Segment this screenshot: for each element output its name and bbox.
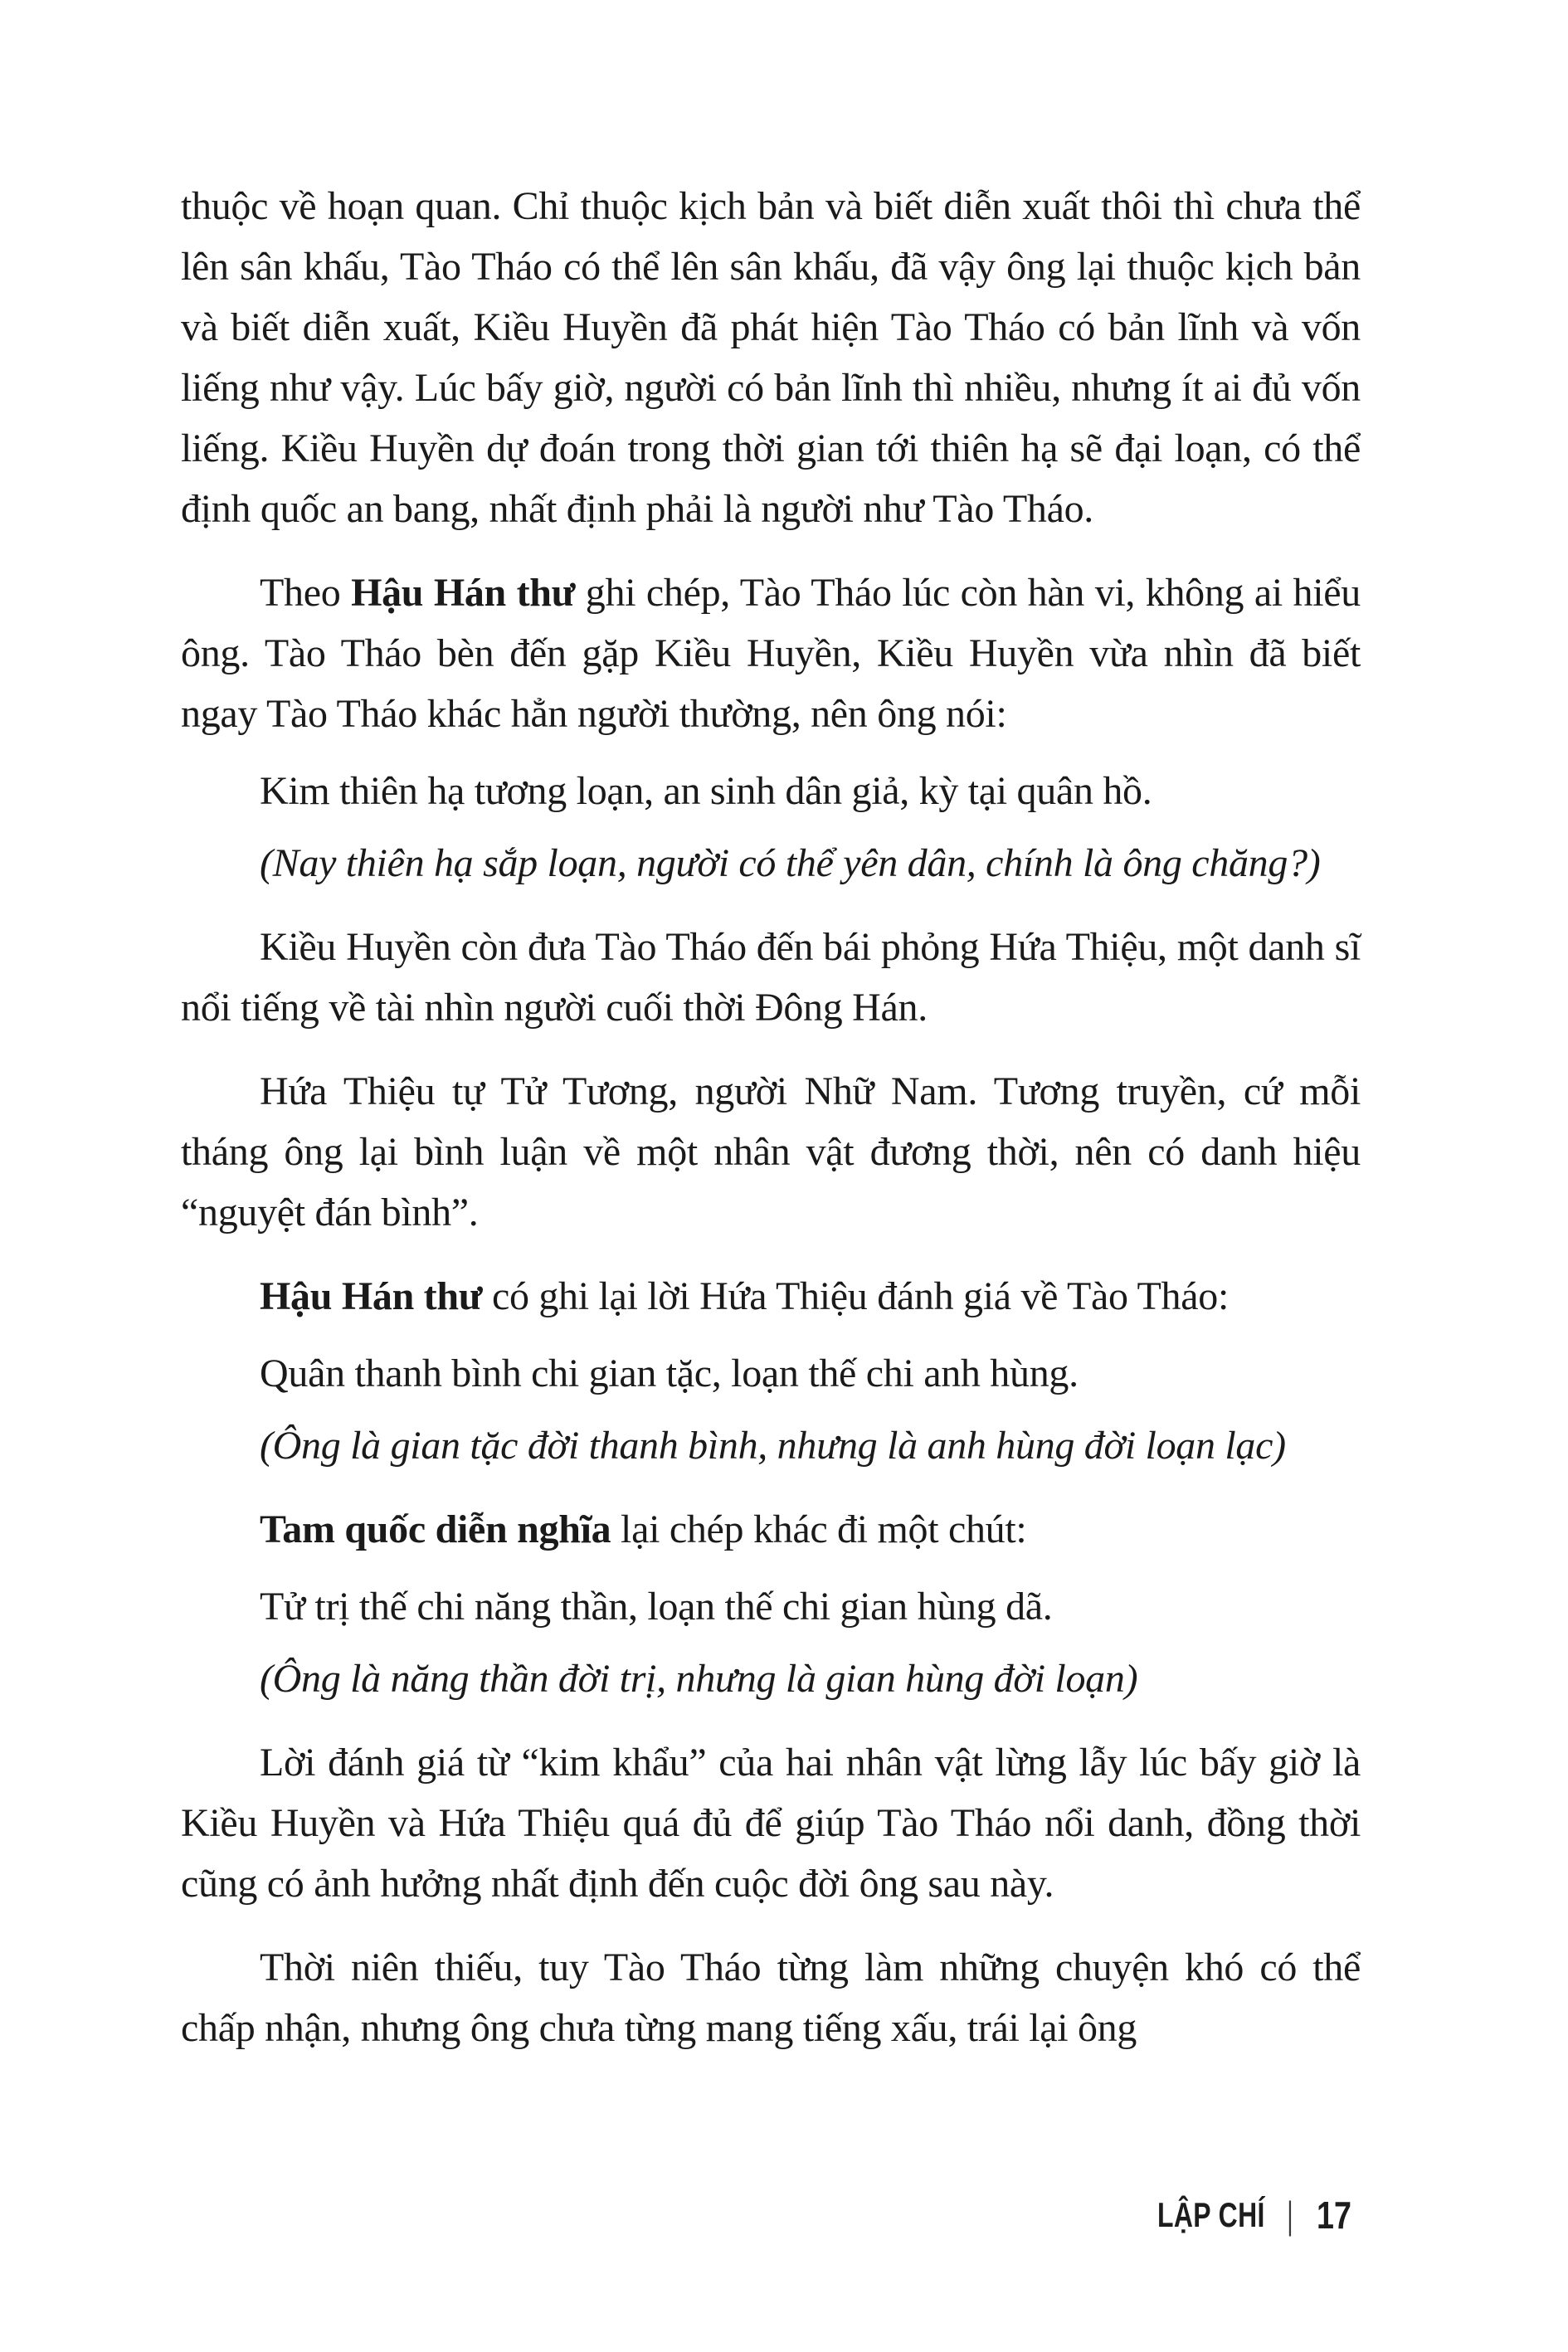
page-number: 17 (1316, 2194, 1351, 2237)
running-title: LẬP CHÍ (1157, 2195, 1265, 2234)
paragraph (181, 176, 1361, 539)
text-run: Theo (260, 571, 352, 615)
quote-line (181, 761, 1361, 821)
book-title-emphasis: Hậu Hán thư (351, 571, 576, 615)
text-run: Thời niên thiếu, tuy Tào Tháo từng làm những chuyện khó có thể chấp nhận, nhưng ông chưa từng mang tiếng xấu, trái lại ông (181, 1945, 1361, 2050)
text-run: Kim thiên hạ tương loạn, an sinh dân giả, kỳ tại quân hồ. (260, 769, 1152, 813)
quote-line (181, 1576, 1361, 1637)
text-run: thuộc về hoạn quan. Chỉ thuộc kịch bản và biết diễn xuất thôi thì chưa thể lên sân khấu, Tào Tháo có thể lên sân khấu, đã vậy ông lại thuộc kịch bản và biết diễn xuất, Kiều Huyền đã phát hiện Tào Tháo có bản lĩnh và vốn liếng như vậy. Lúc bấy giờ, người có bản lĩnh thì nhiều, nhưng ít ai đủ vốn liếng. Kiều Huyền dự đoán trong thời gian tới thiên hạ sẽ đại loạn, có thể định quốc an bang, nhất định phải là người như Tào Tháo. (181, 184, 1361, 531)
text-run: (Ông là gian tặc đời thanh bình, nhưng là anh hùng đời loạn lạc) (260, 1424, 1286, 1468)
text-run: lại chép khác đi một chút: (611, 1507, 1027, 1551)
text-run: Quân thanh bình chi gian tặc, loạn thế chi anh hùng. (260, 1351, 1079, 1395)
text-block (181, 176, 1361, 2058)
paragraph (181, 1937, 1361, 2058)
quote-translation-line (181, 1648, 1361, 1709)
paragraph (181, 562, 1361, 744)
book-title-emphasis: Hậu Hán thư (260, 1274, 483, 1318)
text-run: Lời đánh giá từ “kim khẩu” của hai nhân vật lừng lẫy lúc bấy giờ là Kiều Huyền và Hứa Thiệu quá đủ để giúp Tào Tháo nổi danh, đồng thời cũng có ảnh hưởng nhất định đến cuộc đời ông sau này. (181, 1741, 1361, 1906)
text-run: (Nay thiên hạ sắp loạn, người có thể yên dân, chính là ông chăng?) (260, 841, 1321, 885)
paragraph (181, 917, 1361, 1038)
page-footer (1123, 2192, 1359, 2238)
text-run: Tử trị thế chi năng thần, loạn thế chi gian hùng dã. (260, 1585, 1053, 1629)
paragraph (181, 1266, 1361, 1327)
quote-translation-line (181, 833, 1361, 894)
quote-line (181, 1343, 1361, 1404)
text-run: (Ông là năng thần đời trị, nhưng là gian hùng đời loạn) (260, 1657, 1138, 1701)
text-run: có ghi lại lời Hứa Thiệu đánh giá về Tào Tháo: (482, 1274, 1230, 1318)
quote-translation-line (181, 1415, 1361, 1476)
paragraph (181, 1061, 1361, 1243)
text-run: ghi chép, Tào Tháo lúc còn hàn vi, không ai hiểu ông. Tào Tháo bèn đến gặp Kiều Huyền, Kiều Huyền vừa nhìn đã biết ngay Tào Tháo khác hẳn người thường, nên ông nói: (181, 571, 1361, 736)
book-title-emphasis: Tam quốc diễn nghĩa (260, 1507, 611, 1551)
footer-separator: | (1287, 2194, 1293, 2237)
paragraph (181, 1499, 1361, 1560)
paragraph (181, 1732, 1361, 1914)
text-run: Hứa Thiệu tự Tử Tương, người Nhữ Nam. Tương truyền, cứ mỗi tháng ông lại bình luận về một nhân vật đương thời, nên có danh hiệu “nguyệt đán bình”. (181, 1069, 1361, 1234)
text-run: Kiều Huyền còn đưa Tào Tháo đến bái phỏng Hứa Thiệu, một danh sĩ nổi tiếng về tài nhìn người cuối thời Đông Hán. (181, 925, 1361, 1030)
